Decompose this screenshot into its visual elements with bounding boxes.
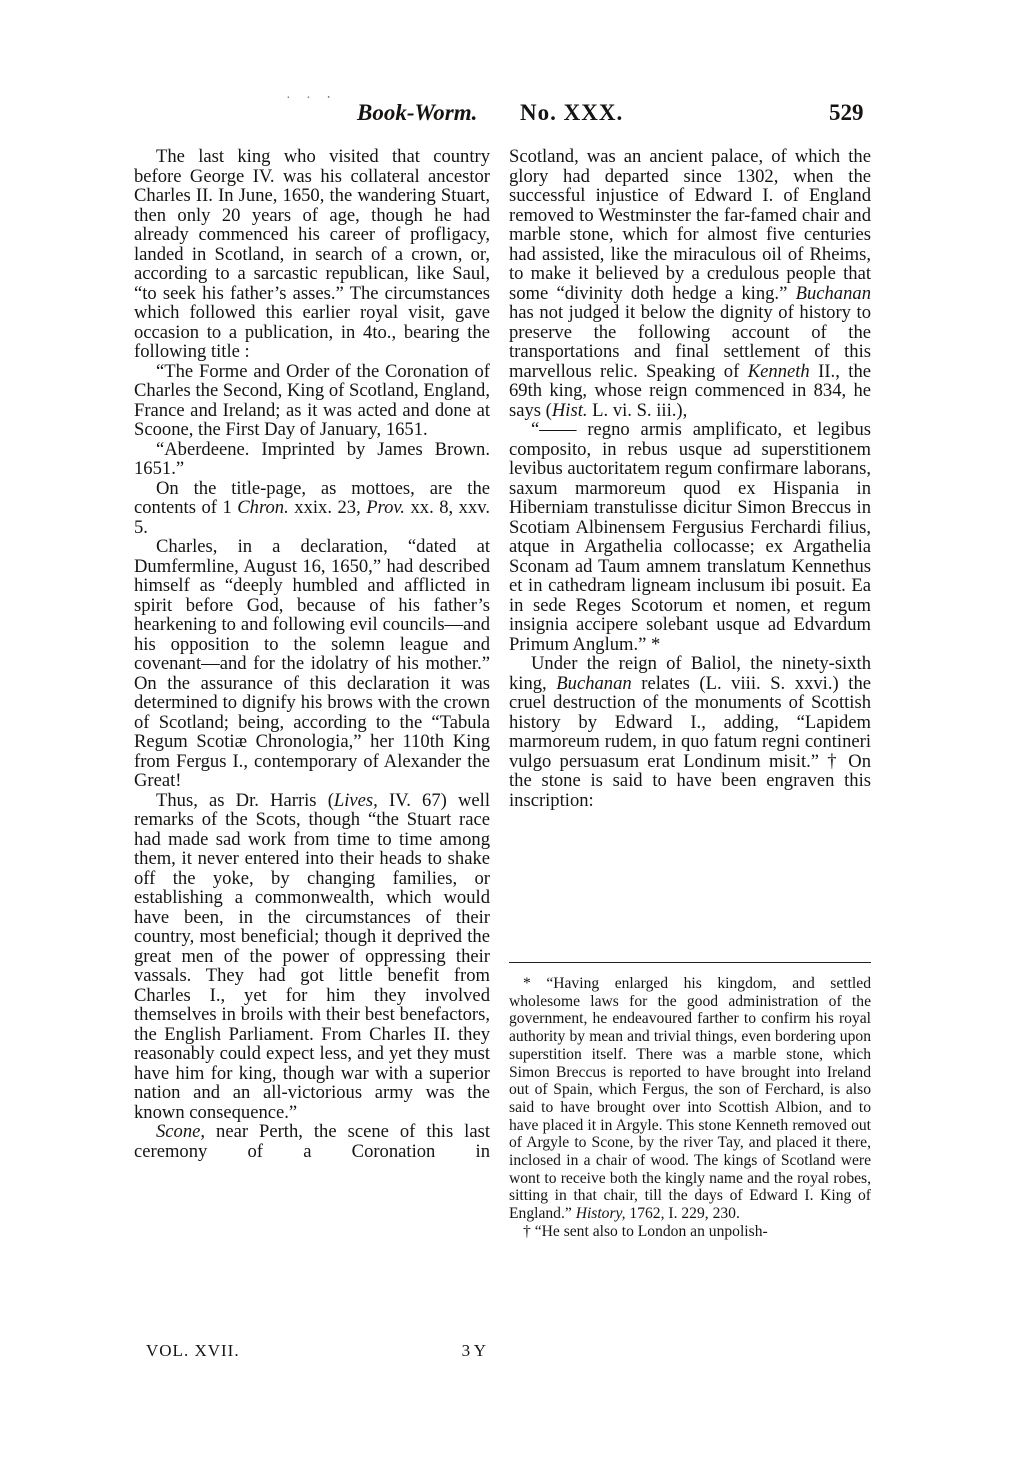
imprint-line: “Aberdeene. Imprinted by James Brown. 1651.” <box>134 438 490 479</box>
footnotes <box>509 975 871 1241</box>
italic-reference: Lives, <box>333 789 378 811</box>
paragraph: Charles, in a declaration, “dated at Dumfermline, August 16, 1650,” had described himself as “deeply humbled and afflicted in spirit before God, because of his father’s hearkening to and following evil councils—and his opposition to the solemn league and covenant—and for the idolatry of his mother.” On the assurance of this declaration it was determined to dignify his brows with the crown of Scotland; being, according to the “Tabula Regum Scotiæ Chronologia,” her 110th King from Fergus I., contemporary of Alexander the Great! <box>134 536 490 791</box>
running-title: Book-Worm. <box>357 100 478 125</box>
footnote-rule <box>509 962 871 963</box>
issue-number: No. XXX. <box>520 100 624 125</box>
italic-name: Buchanan <box>556 672 632 694</box>
latin-quotation: “—— regno armis amplificato, et legibus composito, in rebus usque ad superstitionem levibus auctoritatem regum confirmare laborans, saxum marmoreum quod ex Hispania in Hiberniam transtulisse dicitur Simon Breccus in Scotiam Albinensem Fergusius Ferchardi filius, atque in Argathelia collocasse; ex Argathelia Sconam ad Taum amnem translatum Kennethus et in cathedram ligneam inclusum ibi posuit. Ea in sede Reges Scotorum et nomen, et regum insignia accipere solebant usque ad Edvardum Primum Anglum.” * <box>509 419 871 655</box>
left-column <box>134 147 490 1161</box>
italic-reference: Prov. <box>366 497 405 518</box>
paragraph: Thus, as Dr. Harris (Lives, IV. 67) well remarks of the Scots, though “the Stuart race had made sad work from time to time among them, it never entered into their heads to shake off the yoke, by changing families, or establishing a commonwealth, which would have been, in the circumstances of their country, most beneficial; though it deprived the great men of the power of oppressing their vassals. They had got little benefit from Charles I., yet for him they involved themselves in broils with their best benefactors, the English Parliament. From Charles II. they reasonably could expect less, and yet they must have him for king, though war with a superior nation and an all-victorious army was the known consequence.” <box>134 789 490 1123</box>
right-column <box>509 147 871 810</box>
italic-name: Buchanan <box>795 282 871 304</box>
paragraph: Scone, near Perth, the scene of this last ceremony of a Coronation in <box>134 1121 490 1162</box>
title-quotation: “The Forme and Order of the Coronation of Charles the Second, King of Scotland, England, France and Ireland; as it was acted and done at Scoone, the First Day of January, 1651. <box>134 360 490 440</box>
italic-name: Kenneth <box>747 360 810 382</box>
paragraph: On the title-page, as mottoes, are the contents of 1 Chron. xxix. 23, Prov. xx. 8, xxv. 5. <box>134 477 490 538</box>
signature-mark: 3 Y <box>461 1341 486 1360</box>
italic-reference: History, <box>575 1205 626 1223</box>
page-number: 529 <box>829 100 864 125</box>
signature-line <box>146 1341 486 1365</box>
italic-reference: Hist. <box>551 399 588 421</box>
paragraph: Under the reign of Baliol, the ninety-sixth king, Buchanan relates (L. viii. S. xxvi.) the cruel destruction of the monuments of Scottish history by Edward I., adding, “Lapidem marmoreum rudem, in quo fatum regni contineri vulgo persuasum erat Londinum misit.” † On the stone is said to have been engraven this inscription: <box>509 653 871 811</box>
footnote: † “He sent also to London an unpolish- <box>523 1222 768 1240</box>
page-header <box>0 100 1031 130</box>
volume-label: VOL. XVII. <box>146 1341 240 1360</box>
paragraph: Scotland, was an ancient palace, of which the glory had departed since 1302, when the successful injustice of Edward I. of England removed to Westminster the far-famed chair and marble stone, which for almost five centuries had assisted, like the miraculous oil of Rheims, to make it believed by a credulous people that some “divinity doth hedge a king.” Buchanan has not judged it below the dignity of history to preserve the following account of the transportations and final settlement of this marvellous relic. Speaking of Kenneth II., the 69th king, whose reign commenced in 834, he says (Hist. L. vi. S. iii.), <box>509 146 871 421</box>
stray-print-marks: · · ‧ <box>286 91 337 106</box>
italic-place-name: Scone, <box>156 1121 206 1142</box>
footnote: * “Having enlarged his kingdom, and settled wholesome laws for the good administration of the government, he endeavoured farther to confirm his royal authority by mean and trivial things, even bordering upon superstition itself. There was a marble stone, which Simon Breccus is reported to have brought into Ireland out of Spain, which Fergus, the son of Ferchard, is also said to have brought over into Scottish Albion, and to have placed it in Argyle. This stone Kenneth removed out of Argyle to Scone, by the river Tay, and placed it there, inclosed in a chair of wood. The kings of Scotland were wont to receive both the kingly name and the royal robes, sitting in that chair, till the days of Edward I. King of England.” History, 1762, I. 229, 230. <box>509 975 871 1223</box>
paragraph: The last king who visited that country before George IV. was his collateral ancestor Charles II. In June, 1650, the wandering Stuart, then only 20 years of age, though he had already commenced his career of profligacy, landed in Scotland, in search of a crown, or, according to a sarcastic republican, like Saul, “to seek his father’s asses.” The circumstances which followed this earlier royal visit, gave occasion to a publication, in 4to., bearing the following title : <box>134 146 490 362</box>
italic-reference: Chron. <box>237 497 289 518</box>
